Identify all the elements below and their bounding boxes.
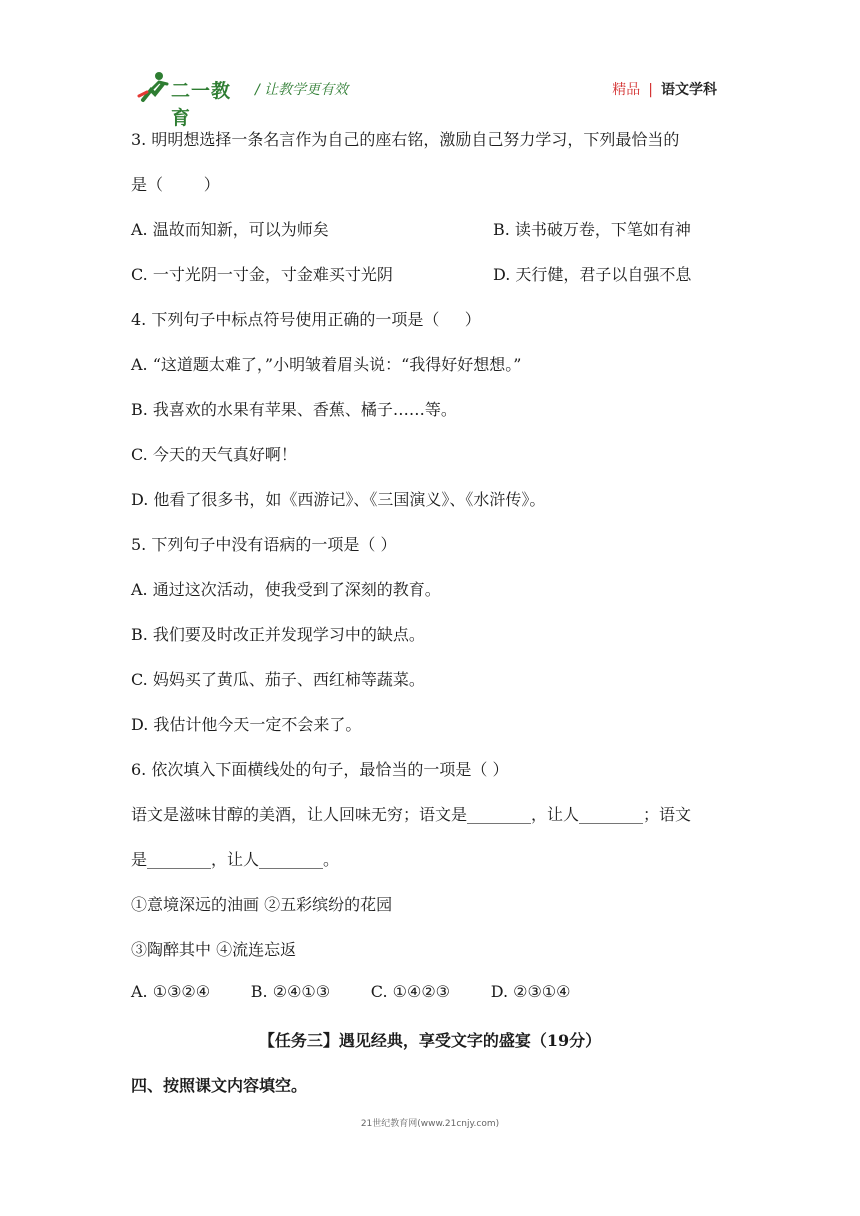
q6-text-line1: 语文是滋味甘醇的美酒，让人回味无穷；语文是________，让人________；语文 — [131, 805, 692, 824]
task3-heading: 【任务三】遇见经典，享受文字的盛宴（19分） — [258, 1031, 602, 1050]
q6-choices-line2: ③陶醉其中 ④流连忘返 — [131, 940, 297, 959]
q4-option-b: B. 我喜欢的水果有苹果、香蕉、橘子……等。 — [131, 400, 457, 419]
slogan: / 让教学更有效 — [255, 82, 349, 98]
q6-text-line2: 是________，让人________。 — [131, 850, 340, 869]
q6-stem: 6. 依次填入下面横线处的句子，最恰当的一项是（ ） — [131, 760, 509, 779]
q4-option-a: A. “这道题太难了，”小明皱着眉头说：“我得好好想想。” — [131, 355, 522, 374]
q4-option-c: C. 今天的天气真好啊！ — [131, 445, 297, 464]
q3-option-a: A. 温故而知新，可以为师矣 — [131, 220, 329, 239]
q3-option-b: B. 读书破万卷，下笔如有神 — [493, 220, 691, 239]
q5-option-d: D. 我估计他今天一定不会来了。 — [131, 715, 362, 734]
q3-stem-line1: 3. 明明想选择一条名言作为自己的座右铭，激励自己努力学习，下列最恰当的 — [131, 130, 680, 149]
q3-option-d: D. 天行健，君子以自强不息 — [493, 265, 692, 284]
logo — [137, 70, 247, 129]
q5-option-c: C. 妈妈买了黄瓜、茄子、西红柿等蔬菜。 — [131, 670, 425, 689]
brand-subject: 语文学科 — [661, 82, 717, 98]
brand-separator: | — [648, 82, 653, 98]
page-footer: 21世纪教育网(www.21cnjy.com) — [360, 1119, 500, 1129]
q4-option-d: D. 他看了很多书，如《西游记》、《三国演义》、《水浒传》。 — [131, 490, 546, 509]
q4-stem: 4. 下列句子中标点符号使用正确的一项是（ ） — [131, 310, 481, 329]
q5-stem: 5. 下列句子中没有语病的一项是（ ） — [131, 535, 397, 554]
q3-option-c: C. 一寸光阴一寸金，寸金难买寸光阴 — [131, 265, 393, 284]
q5-option-b: B. 我们要及时改正并发现学习中的缺点。 — [131, 625, 425, 644]
brand — [612, 79, 717, 99]
logo-text: 二一教育 — [171, 80, 232, 129]
section4-heading: 四、按照课文内容填空。 — [131, 1076, 308, 1095]
q6-answer-options: A. ①③②④ B. ②④①③ C. ①④②③ D. ②③①④ — [131, 982, 571, 1001]
q6-choices-line1: ①意境深远的油画 ②五彩缤纷的花园 — [131, 895, 393, 914]
runner-icon — [137, 70, 171, 104]
page-header — [137, 70, 717, 129]
q5-option-a: A. 通过这次活动，使我受到了深刻的教育。 — [131, 580, 441, 599]
brand-jp: 精品 — [612, 82, 641, 98]
q3-stem-line2: 是（ ） — [131, 175, 220, 194]
